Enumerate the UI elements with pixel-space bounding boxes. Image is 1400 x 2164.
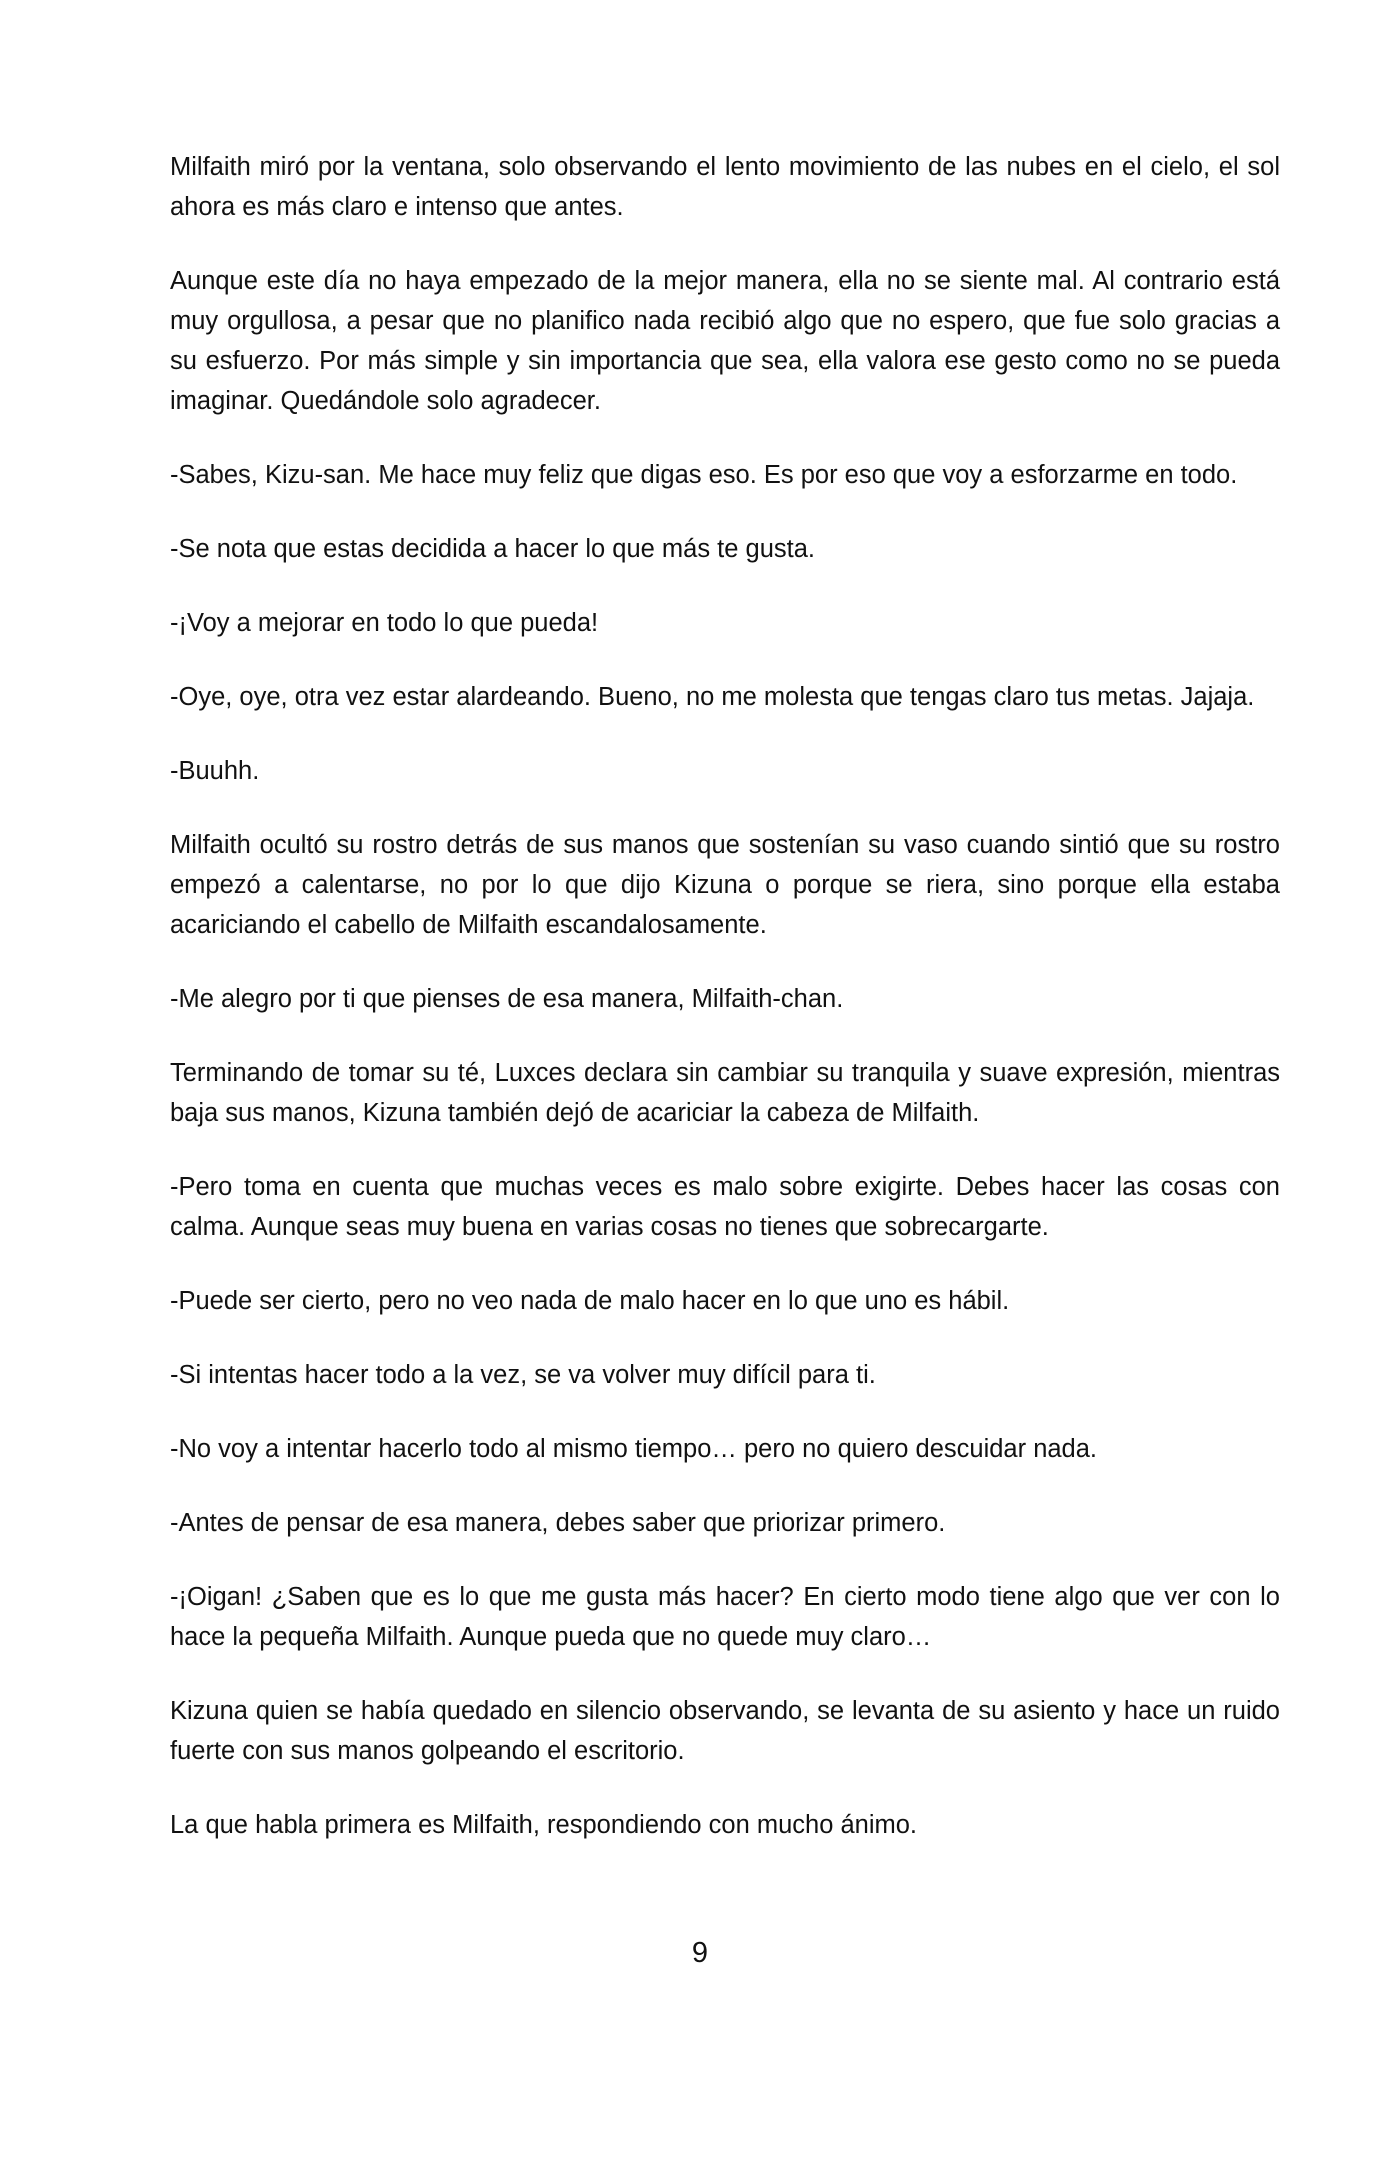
- body-text: [170, 147, 1280, 1879]
- dialogue-line: -Buuhh.: [170, 757, 260, 785]
- dialogue-line: -Oye, oye, otra vez estar alardeando. Bueno, no me molesta que tengas claro tus metas. Jajaja.: [170, 683, 1255, 711]
- paragraph: Kizuna quien se había quedado en silencio observando, se levanta de su asiento y hace un ruido fuerte con sus manos golpeando el escritorio.: [170, 1697, 1280, 1765]
- paragraph: Milfaith miró por la ventana, solo observando el lento movimiento de las nubes en el cielo, el sol ahora es más claro e intenso que antes.: [170, 153, 1280, 221]
- paragraph: Terminando de tomar su té, Luxces declara sin cambiar su tranquila y suave expresión, mientras baja sus manos, Kizuna también dejó de acariciar la cabeza de Milfaith.: [170, 1059, 1280, 1127]
- dialogue-line: -Me alegro por ti que pienses de esa manera, Milfaith-chan.: [170, 985, 844, 1013]
- page-number: 9: [691, 1937, 709, 1969]
- paragraph: Milfaith ocultó su rostro detrás de sus manos que sostenían su vaso cuando sintió que su rostro empezó a calentarse, no por lo que dijo Kizuna o porque se riera, sino porque ella estaba acariciando el cabello de Milfaith escandalosamente.: [170, 831, 1280, 939]
- dialogue-line: -Antes de pensar de esa manera, debes saber que priorizar primero.: [170, 1509, 946, 1537]
- paragraph: La que habla primera es Milfaith, respondiendo con mucho ánimo.: [170, 1811, 918, 1839]
- dialogue-line: -Puede ser cierto, pero no veo nada de malo hacer en lo que uno es hábil.: [170, 1287, 1010, 1315]
- dialogue-line: -¡Oigan! ¿Saben que es lo que me gusta más hacer? En cierto modo tiene algo que ver con lo hace la pequeña Milfaith. Aunque pueda que no quede muy claro…: [170, 1583, 1280, 1651]
- dialogue-line: -Se nota que estas decidida a hacer lo que más te gusta.: [170, 535, 815, 563]
- dialogue-line: -¡Voy a mejorar en todo lo que pueda!: [170, 609, 599, 637]
- paragraph: Aunque este día no haya empezado de la mejor manera, ella no se siente mal. Al contrario está muy orgullosa, a pesar que no planifico nada recibió algo que no espero, que fue solo gracias a su esfuerzo. Por más simple y sin importancia que sea, ella valora ese gesto como no se pueda imaginar. Quedándole solo agradecer.: [170, 267, 1280, 415]
- dialogue-line: -Si intentas hacer todo a la vez, se va volver muy difícil para ti.: [170, 1361, 876, 1389]
- dialogue-line: -Sabes, Kizu-san. Me hace muy feliz que digas eso. Es por eso que voy a esforzarme en todo.: [170, 461, 1238, 489]
- dialogue-line: -Pero toma en cuenta que muchas veces es malo sobre exigirte. Debes hacer las cosas con calma. Aunque seas muy buena en varias cosas no tienes que sobrecargarte.: [170, 1173, 1280, 1241]
- dialogue-line: -No voy a intentar hacerlo todo al mismo tiempo… pero no quiero descuidar nada.: [170, 1435, 1098, 1463]
